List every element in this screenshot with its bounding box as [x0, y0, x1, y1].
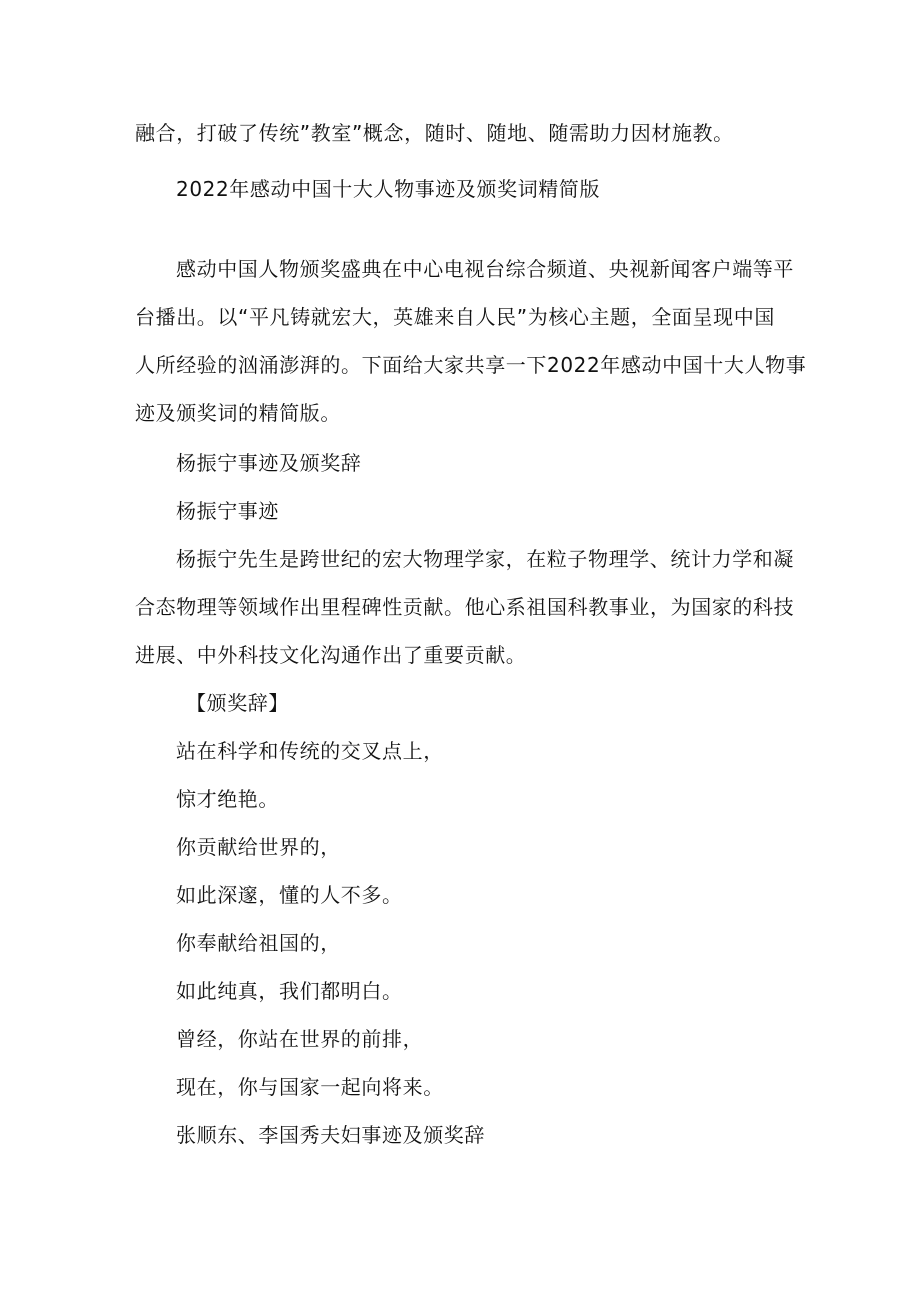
subheading-yang-deeds: 杨振宁事迹: [176, 499, 279, 523]
article-title: 2022年感动中国十大人物事迹及颁奖词精简版: [176, 177, 601, 201]
section-heading-yang: 杨振宁事迹及颁奖辞: [176, 451, 362, 475]
award-line-1: 站在科学和传统的交叉点上，: [176, 739, 444, 763]
award-line-3: 你贡献给世界的，: [176, 835, 341, 859]
yang-body-line-2: 合态物理等领域作出里程碑性贡献。他心系祖国科教事业，为国家的科技: [135, 595, 795, 619]
award-line-2: 惊才绝艳。: [176, 787, 279, 811]
award-line-5: 你奉献给祖国的，: [176, 931, 341, 955]
continuation-paragraph: 融合，打破了传统”教室”概念，随时、随地、随需助力因材施教。: [135, 121, 734, 145]
award-label: 【颁奖辞】: [186, 691, 289, 715]
section-heading-zhang-li: 张顺东、李国秀夫妇事迹及颁奖辞: [176, 1123, 485, 1147]
intro-line-3: 人所经验的汹涌澎湃的。下面给大家共享一下2022年感动中国十大人物事: [135, 353, 807, 377]
intro-line-1: 感动中国人物颁奖盛典在中心电视台综合频道、央视新闻客户端等平: [176, 257, 794, 281]
award-line-8: 现在，你与国家一起向将来。: [176, 1075, 444, 1099]
intro-line-4: 迹及颁奖词的精简版。: [135, 401, 341, 425]
yang-body-line-1: 杨振宁先生是跨世纪的宏大物理学家，在粒子物理学、统计力学和凝: [176, 547, 794, 571]
intro-line-2: 台播出。以“平凡铸就宏大，英雄来自人民”为核心主题，全面呈现中国: [135, 305, 775, 329]
yang-body-line-3: 进展、中外科技文化沟通作出了重要贡献。: [135, 643, 527, 667]
award-line-6: 如此纯真，我们都明白。: [176, 979, 403, 1003]
award-line-4: 如此深邃，懂的人不多。: [176, 883, 403, 907]
award-line-7: 曾经，你站在世界的前排，: [176, 1027, 424, 1051]
